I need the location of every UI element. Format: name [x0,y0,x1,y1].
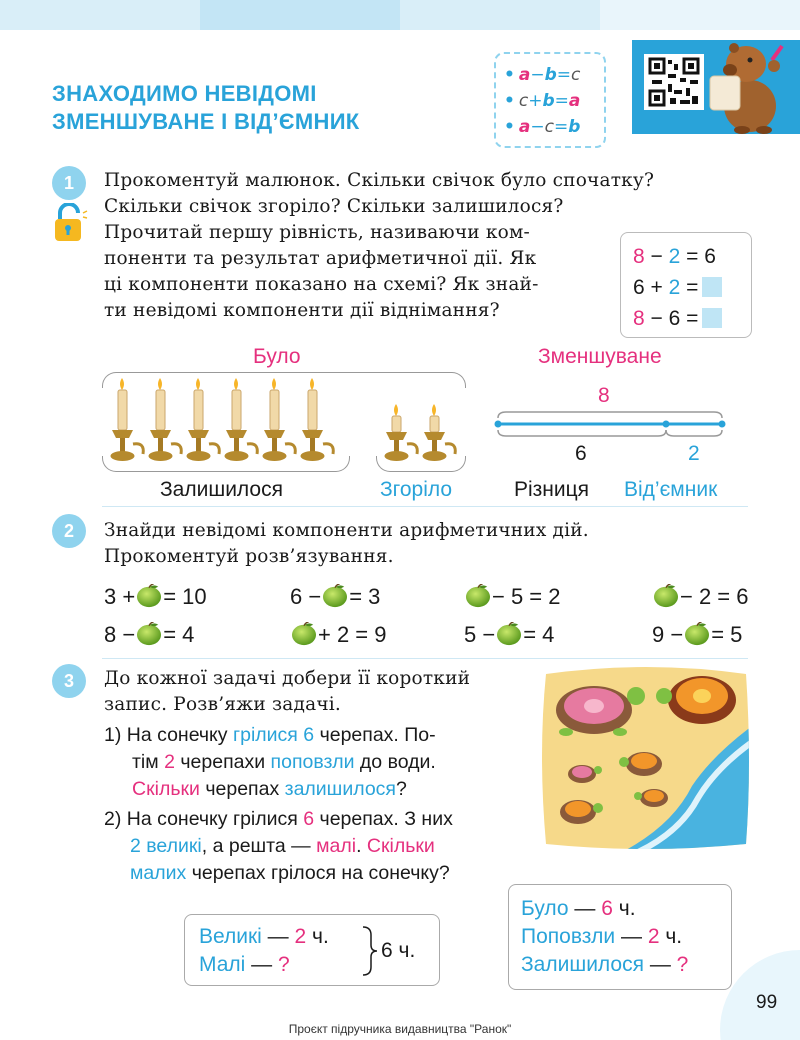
apple-icon[interactable] [652,584,680,608]
text-line: тім 2 черепахи поповзли до води. [132,751,436,773]
label-riznytsia: Різниця [514,478,590,501]
task2-text [104,518,744,570]
text-line: ти невідомі компоненти дії віднімання? [104,300,500,321]
record-line: Малі — ? [199,953,290,976]
turtles-illustration [540,666,752,852]
equation-box [620,232,752,338]
divider [102,506,748,507]
equation-2: 6 + 2 = [633,272,751,303]
apple-icon[interactable] [135,622,163,646]
top-strip-2 [200,0,400,30]
task1-text-top [104,168,744,220]
label-zalyshylosia: Залишилося [160,478,283,501]
formula-row: • a−b=c [504,65,581,85]
label-zmenshuvane: Зменшуване [538,345,662,368]
problem-1 [104,722,524,803]
capybara-icon [704,36,800,134]
lock-icon [52,203,88,243]
segment-total-value: 8 [598,384,610,407]
equation-apple-minus-2: − 2 = 6 [652,584,749,610]
label-bulo: Було [253,345,301,368]
text-line: 2 великі, а решта — малі. Скільки [130,835,435,857]
apple-icon[interactable] [683,622,711,646]
text-line: Скільки черепах залишилося? [132,778,407,800]
top-strip-1 [0,0,200,30]
page-number: 99 [756,992,778,1013]
problem-2 [104,806,524,887]
text-line: запис. Розв’яжи задачі. [104,694,341,715]
candles-burning-illustration [110,376,346,466]
text-line: 2) На сонечку грілися 6 черепах. З них [104,808,453,830]
equation-apple-plus-2: + 2 = 9 [290,622,387,648]
short-record-box-2 [508,884,732,990]
formula-reminder [494,52,606,148]
candles-burnt-illustration [384,382,464,466]
task-number-2: 2 [52,514,86,548]
footer-text: Проєкт підручника видавництва "Ранок" [288,1022,512,1036]
apple-icon[interactable] [495,622,523,646]
answer-box[interactable] [702,308,722,328]
record-line: Великі — 2 ч. [199,925,329,948]
equation-9-minus: 9 − = 5 [652,622,743,647]
record-line: Було — 6 ч. [521,897,636,920]
top-strip-4 [600,0,800,30]
segment-diagram [490,406,730,442]
top-strip-3 [400,0,600,30]
record-line: Поповзли — 2 ч. [521,925,683,948]
bracket-zghorilo [376,456,466,472]
page-title [52,80,432,136]
text-line: малих черепах грілося на сонечку? [130,862,450,884]
short-record-box-1 [184,914,440,986]
apple-icon[interactable] [135,584,163,608]
text-line: Прокоментуй малюнок. Скільки свічок було спочатку? [104,170,655,191]
text-line: Скільки свічок згоріло? Скільки залишилося? [104,196,564,217]
task1-text-bottom [104,220,604,324]
formula-row: • c+b=a [504,91,581,111]
title-line-1: ЗНАХОДИМО НЕВІДОМІ [52,81,317,106]
text-line: ці компоненти показано на схемі? Як знай- [104,274,539,295]
segment-right-value: 2 [688,442,700,465]
task-number-3: 3 [52,664,86,698]
text-line: Прочитай першу рівність, називаючи ком- [104,222,531,243]
record-line: Залишилося — ? [521,953,689,976]
equation-8-minus: 8 − = 4 [104,622,195,647]
segment-left-value: 6 [575,442,587,465]
text-line: До кожної задачі добери її короткий [104,668,471,689]
qr-code[interactable] [644,54,704,110]
bracket-zalyshylosia [102,456,350,472]
equation-1: 8 − 2 = 6 [633,245,716,268]
apple-icon[interactable] [321,584,349,608]
task3-text [104,666,524,718]
task-number-1: 1 [52,166,86,200]
brace-icon [361,925,377,977]
divider [102,658,748,659]
equation-3: 8 − 6 = [633,303,751,334]
text-line: Прокоментуй розв’язування. [104,546,394,567]
text-line: Знайди невідомі компоненти арифметичних дій. [104,520,589,541]
equation-5-minus: 5 − = 4 [464,622,555,647]
formula-row: • a−c=b [504,117,581,137]
answer-box[interactable] [702,277,722,297]
label-vidiemnyk: Від’ємник [624,478,718,501]
apple-icon[interactable] [290,622,318,646]
text-line: 1) На сонечку грілися 6 черепах. По- [104,724,436,746]
text-line: поненти та результат арифметичної дії. Як [104,248,537,269]
record-total: 6 ч. [381,939,416,962]
equation-6-minus: 6 − = 3 [290,584,381,609]
label-zghorilo: Згоріло [380,478,453,501]
title-line-2: ЗМЕНШУВАНЕ І ВІД’ЄМНИК [52,109,360,134]
apple-icon[interactable] [464,584,492,608]
equation-apple-minus-5: − 5 = 2 [464,584,561,610]
equation-3-plus: 3 + = 10 [104,584,207,609]
